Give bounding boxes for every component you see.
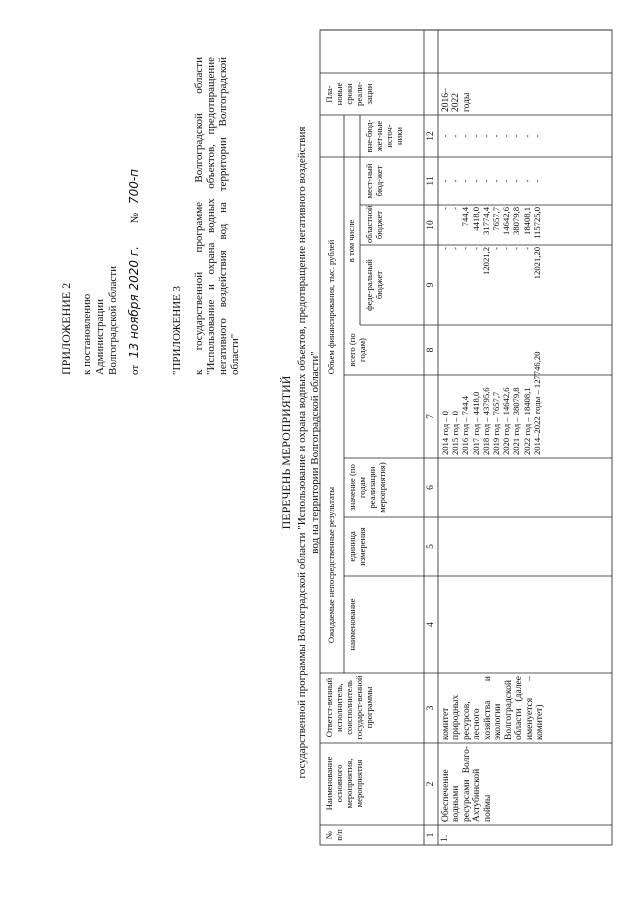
header-funding: Объем финансирования, тыс. рублей [326,239,336,375]
header-name: Наименование основного мероприятия, мероприятия [324,756,364,811]
year-regional: 18408,1 [521,207,532,235]
header-exp-unit: единица измерения [347,527,367,566]
column-number: 6 [426,485,436,490]
column-number: 4 [426,622,436,627]
year-total: 2018 год – 43795,6 [480,387,491,455]
year-total: 2019 год – 7657,7 [491,391,501,455]
year-regional: - [440,207,450,210]
header-num: № п/п [324,829,344,841]
year-offbudget: - [511,134,522,138]
number-prefix: № [129,212,141,224]
year-regional: - [450,207,461,210]
year-total: 2014 год – 0 [440,411,450,455]
year-total: 2017 год – 4418,0 [470,391,481,455]
year-total: 2015 год – 0 [450,411,461,455]
year-offbudget: - [480,134,491,138]
year-regional: 14642,6 [501,207,512,235]
column-number: 2 [426,781,436,787]
year-total: 2014–2022 годы – 127746,20 [531,351,542,455]
year-total: 2016 год – 744,4 [460,396,471,455]
year-local: - [501,179,512,183]
header-total: всего (по годам) [347,333,367,367]
column-number: 7 [426,414,436,419]
year-federal: - [491,247,501,250]
year-local: - [480,179,491,183]
year-regional: 31774,4 [480,207,491,235]
year-federal: - [460,247,471,250]
year-total: 2021 год – 38079,8 [511,387,522,455]
year-offbudget: - [450,134,461,138]
year-total: 2020 год – 14642,6 [501,387,512,455]
row1-executor: комитет природных ресурсов, лесного хозяйства и экологии Волгоградской области (далее именуется – комитет) [441,676,545,740]
column-number: 3 [426,705,436,711]
header-local: мест-ный бюд-жет [364,163,384,199]
appendix-line2: Администрации [94,298,106,375]
document-title: ПЕРЕЧЕНЬ МЕРОПРИЯТИЙ [279,375,293,530]
column-number: 11 [426,176,436,186]
header-federal: феде-ральный бюджет [364,259,384,311]
year-local: - [440,179,450,183]
year-offbudget: - [491,134,501,138]
year-offbudget: - [470,134,481,138]
year-federal: - [511,247,522,250]
year-regional: 115725,0 [531,207,542,239]
year-local: - [531,179,542,183]
year-local: - [460,179,471,183]
year-federal: - [440,247,450,250]
column-number: 10 [426,220,436,230]
year-federal: - [521,247,532,250]
column-number: 12 [426,131,436,141]
number-handwritten: 700-п [127,168,141,205]
year-offbudget: - [531,134,542,138]
date-prefix: от [129,364,141,375]
appendix-line3: Волгоградской области [107,266,119,375]
column-number: 8 [426,347,436,353]
appendix3-text: к государственной программе Волгоградской области "Использование и охрана водных объектов, предотвращение негативного воздействия вод на территории Волгоградской области" [193,57,242,375]
year-regional: 38079,8 [511,207,522,235]
appendix-title: ПРИЛОЖЕНИЕ 2 [59,282,73,375]
column-number: 5 [426,544,436,549]
year-regional: 744,4 [460,207,471,227]
year-offbudget: - [440,134,450,138]
year-federal: 12021,2 [480,247,491,275]
year-offbudget: - [501,134,512,138]
header-expected: Ожидаемые непосредственные результаты [326,486,336,644]
year-offbudget: - [521,134,532,138]
column-number: 1 [426,832,436,838]
header-period: Пла-новые сроки реали-зации [324,82,374,106]
year-federal: 12021,20 [531,247,542,280]
document-subtitle-1: государственной программы Волгоградской области "Использование и охрана водных объектов, предотвращение негативного воздействия [296,126,308,779]
column-number: 9 [426,282,436,288]
year-offbudget: - [460,134,471,138]
appendix3-title: "ПРИЛОЖЕНИЕ 3 [171,285,183,375]
row1-period: 2016–2022 годы [441,88,472,112]
year-local: - [521,179,532,183]
year-local: - [470,179,481,183]
header-incl: в том числе [346,219,356,263]
date-handwritten: 13 ноября 2020 г. [127,246,141,359]
header-offbudget: вне-бюд-жет-ные источ-ники [364,119,404,153]
year-federal: - [470,247,481,250]
header-exp-name: наименование [347,598,357,651]
year-regional: 7657,7 [491,207,501,231]
year-federal: - [450,247,461,250]
year-local: - [450,179,461,183]
year-local: - [511,179,522,183]
header-regional: областной бюджет [364,205,384,243]
header-exp-value: значение (по годам реализации мероприятия) [347,462,387,513]
year-federal: - [501,247,512,250]
header-executor: Ответст-венный исполнитель, соисполнитель государст-венной программы [324,675,374,740]
year-local: - [491,179,501,183]
row1-name: Обеспечение водными ресурсами Волго-Ахтубинской поймы [441,746,493,822]
appendix-line1: к постановлению [81,293,93,375]
year-regional: 4418,0 [470,207,481,231]
document-subtitle-2: вод на территории Волгоградской области" [309,351,321,554]
year-total: 2022 год – 18408,1 [521,387,532,455]
row1-num: 1. [440,834,450,842]
